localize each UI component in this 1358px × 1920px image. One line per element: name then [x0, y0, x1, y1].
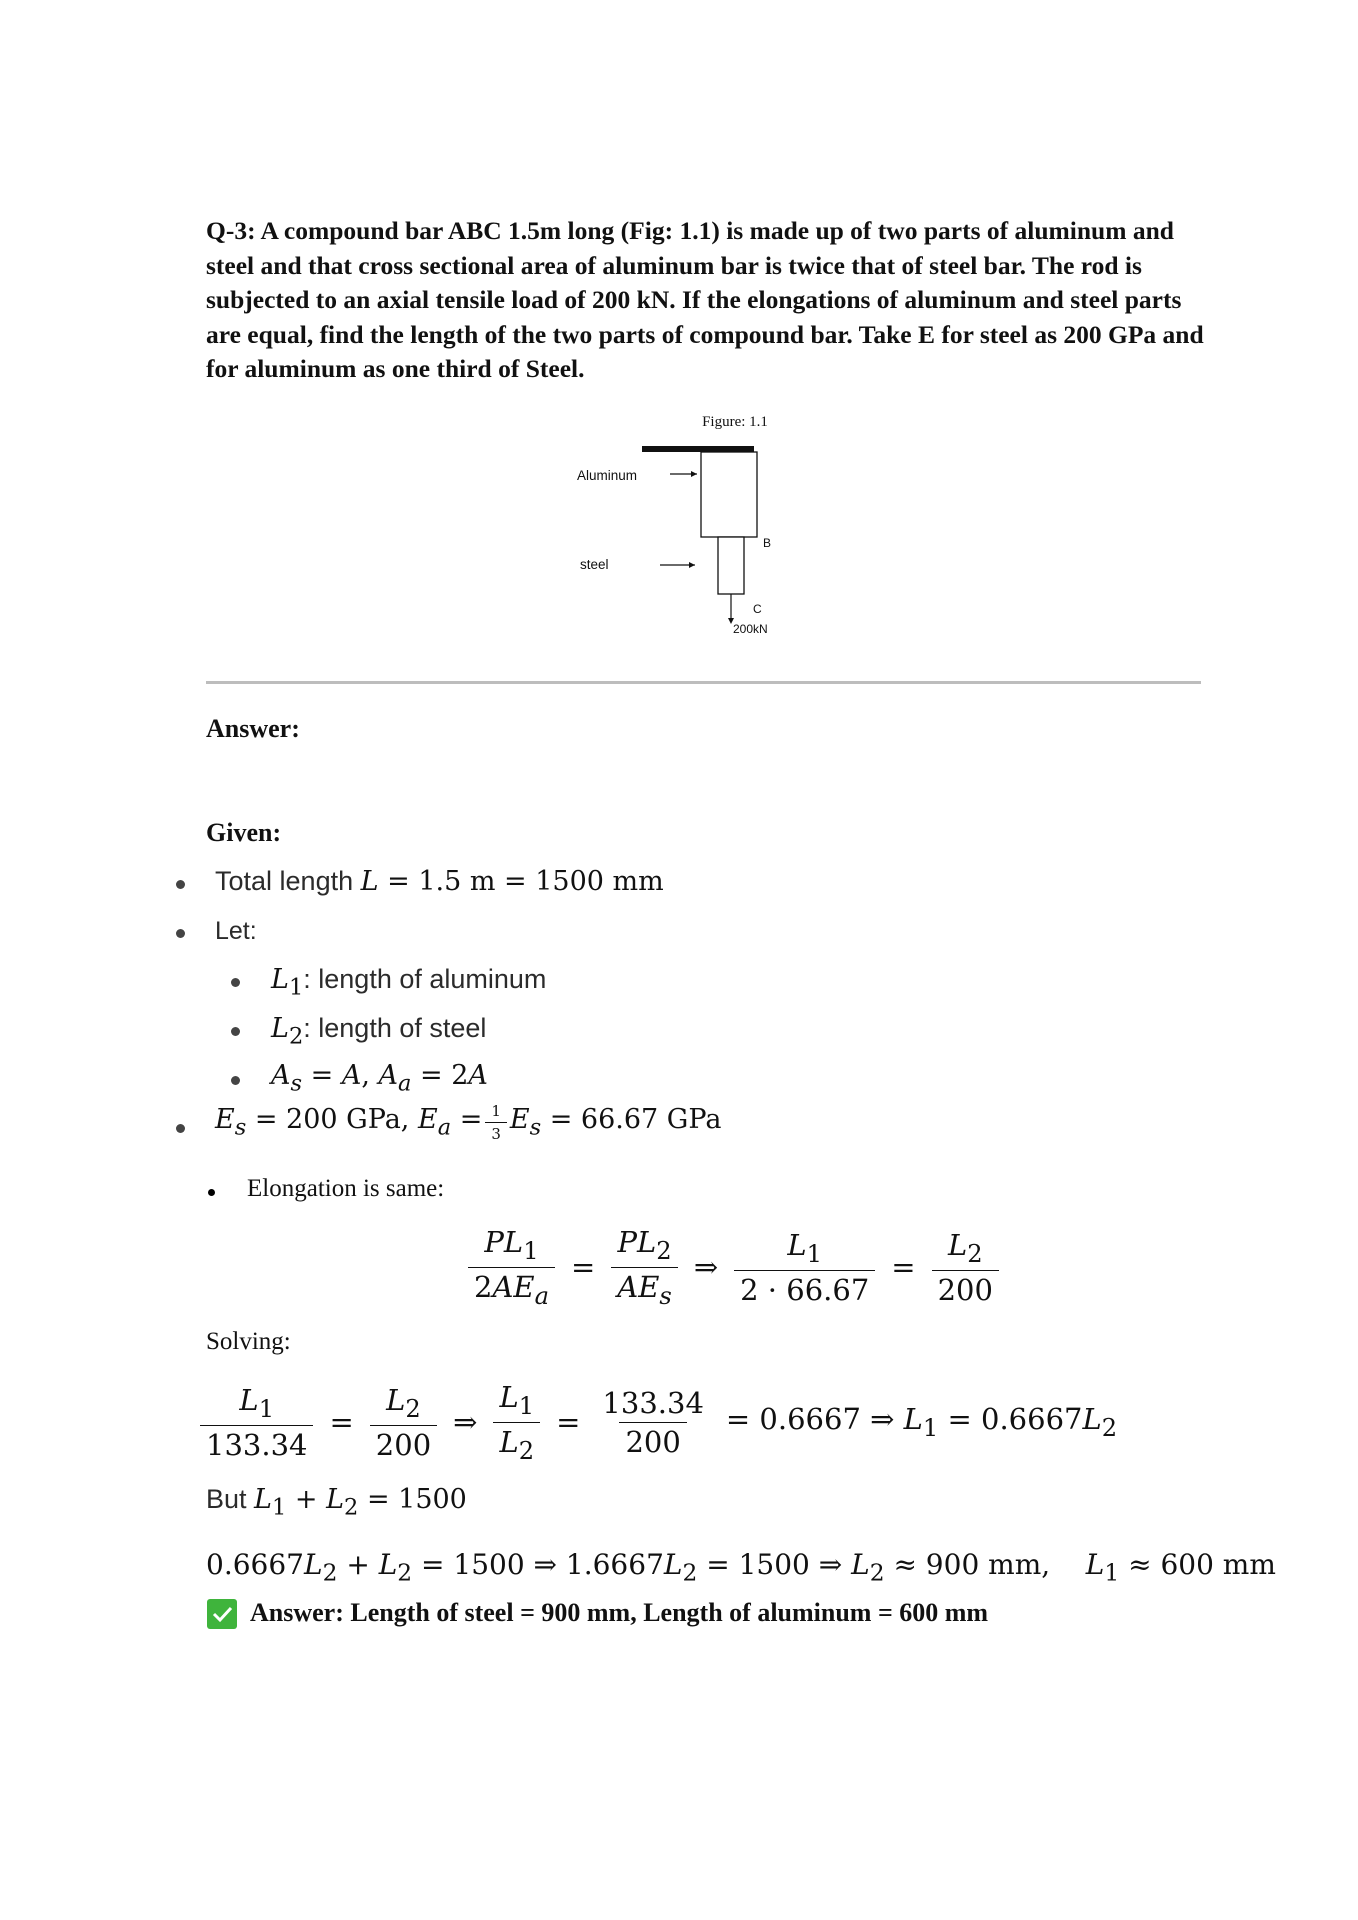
- steel-label: steel: [580, 557, 609, 572]
- question-text: Q-3: A compound bar ABC 1.5m long (Fig: 1.1) is made up of two parts of aluminum and steel and that cross sectional area of aluminum bar is twice that of steel bar. The rod is subjected to an axial tensile load of 200 kN. If the elongations of aluminum and steel parts are equal, find the length of the two parts of compound bar. Take E for steel as 200 GPa and for aluminum as one third of Steel.: [206, 216, 1204, 383]
- aluminum-label: Aluminum: [577, 468, 638, 483]
- given-let: Let:: [215, 917, 257, 945]
- bullet: [231, 1076, 240, 1085]
- figure-caption: Figure: 1.1: [702, 414, 768, 430]
- answer-heading: Answer:: [206, 714, 300, 743]
- ratio-equation: $\frac{L_1}{133.34}$ = $\frac{L_2}{200}$ ⇒ $\frac{L_1}{L_2}$ = $\frac{133.34}{200}$ = 0.6667 ⇒ $L_1 = 0.6667L_2$: [200, 1380, 1127, 1465]
- point-c-label: C: [753, 602, 762, 616]
- final-answer: Answer: Length of steel = 900 mm, Length of aluminum = 600 mm: [250, 1598, 989, 1627]
- given-moduli: $E_s = 200$ GPa, $E_a$ = $\frac{1}{3}$ $E_s = 66.67$ GPa: [215, 1102, 722, 1143]
- compound-bar-diagram: [560, 430, 840, 650]
- horizontal-rule: [206, 681, 1201, 684]
- bullet: [176, 880, 185, 889]
- steel-bar: [718, 537, 744, 594]
- constraint-line: But $L_1 + L_2 = 1500$: [206, 1484, 467, 1521]
- given-total-length: Total length L = 1.5 m = 1500 mm: [215, 866, 664, 897]
- given-l2: $L_2$: length of steel: [271, 1013, 487, 1050]
- check-icon: [207, 1599, 237, 1629]
- bullet: [231, 1027, 240, 1036]
- bullet: [176, 929, 185, 938]
- bullet: [176, 1124, 185, 1133]
- bullet: [231, 978, 240, 987]
- elongation-equation: $\frac{PL_1}{2AE_a}$ = $\frac{PL_2}{AE_s}$ ⇒ $\frac{L_1}{2 \cdot 66.67}$ = $\frac{L_2}{200}$: [462, 1225, 1005, 1310]
- load-label: 200kN: [733, 622, 768, 636]
- support-ceiling: [642, 446, 754, 452]
- solving-text: Solving:: [206, 1328, 291, 1355]
- aluminum-bar: [701, 452, 757, 537]
- point-b-label: B: [763, 536, 772, 550]
- final-equation: $0.6667L_2 + L_2 = 1500$ ⇒ $1.6667L_2 = 1500$ ⇒ $L_2 \approx 900$ mm, $L_1 \approx 600$ mm: [206, 1548, 1276, 1587]
- elongation-text: Elongation is same:: [247, 1175, 445, 1202]
- given-areas: $A_s = A$, $A_a = 2A$: [271, 1060, 488, 1097]
- given-l1: $L_1$: length of aluminum: [271, 964, 547, 1001]
- given-heading: Given:: [206, 818, 282, 847]
- bullet: [208, 1189, 215, 1196]
